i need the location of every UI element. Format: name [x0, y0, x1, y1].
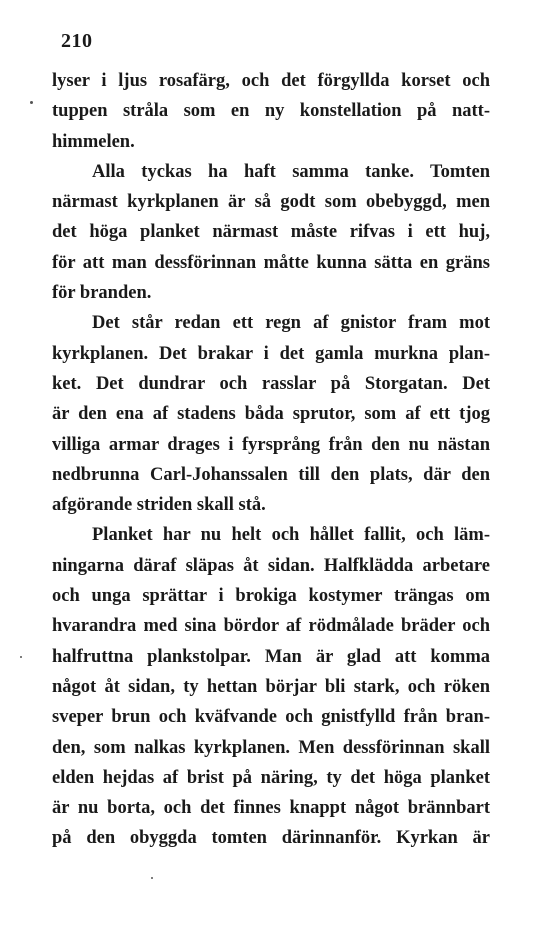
paragraph [52, 157, 490, 308]
text-line: den, som nalkas kyrkplanen. Men dessförinnan skall [52, 737, 490, 758]
margin-speck [30, 101, 33, 104]
text-line: är den ena af stadens båda sprutor, som af ett tjog [52, 404, 490, 425]
text-line: nedbrunna Carl-Johanssalen till den plats, där den [52, 464, 490, 485]
body-text [52, 66, 490, 854]
text-line: halfruttna plankstolpar. Man är glad att komma [52, 646, 490, 667]
text-line: på den obyggda tomten därinnanför. Kyrkan är [52, 828, 490, 849]
text-line: lyser i ljus rosafärg, och det förgyllda korset och [52, 71, 490, 91]
text-line: Det står redan ett regn af gnistor fram mot [92, 313, 490, 334]
text-line: afgörande striden skall stå. [52, 495, 266, 516]
text-line: och unga sprättar i brokiga kostymer trängas om [52, 586, 490, 607]
paragraph [52, 308, 490, 520]
text-line: för branden. [52, 283, 152, 304]
text-line: något åt sidan, ty hettan börjar bli stark, och röken [52, 676, 490, 697]
paragraph [52, 66, 490, 157]
text-line: villiga armar drages i fyrsprång från den nu nästan [52, 434, 490, 455]
text-line: Planket har nu helt och hållet fallit, och läm- [92, 525, 490, 546]
text-line: hvarandra med sina bördor af rödmålade bräder och [52, 616, 490, 637]
text-line: Alla tyckas ha haft samma tanke. Tomten [92, 161, 490, 182]
text-line: kyrkplanen. Det brakar i det gamla murkna plan- [52, 343, 490, 364]
margin-speck [20, 656, 22, 658]
page-number: 210 [61, 30, 93, 52]
text-line: elden hejdas af brist på näring, ty det höga planket [52, 767, 490, 788]
text-line: himmelen. [52, 131, 135, 152]
text-line: det höga planket närmast måste rifvas i ett huj, [52, 222, 490, 243]
text-line: för att man dessförinnan måtte kunna sätta en gräns [52, 252, 490, 273]
text-line: ningarna däraf släpas åt sidan. Halfklädda arbetare [52, 555, 490, 576]
margin-speck [151, 877, 153, 879]
text-line: tuppen stråla som en ny konstellation på natt- [52, 101, 490, 122]
text-line: sveper brun och kväfvande och gnistfylld från bran- [52, 707, 490, 728]
paragraph [52, 520, 490, 853]
text-line: är nu borta, och det finnes knappt något brännbart [52, 798, 490, 819]
text-line: närmast kyrkplanen är så godt som obebyggd, men [52, 192, 490, 213]
text-line: ket. Det dundrar och rasslar på Storgatan. Det [52, 373, 490, 394]
